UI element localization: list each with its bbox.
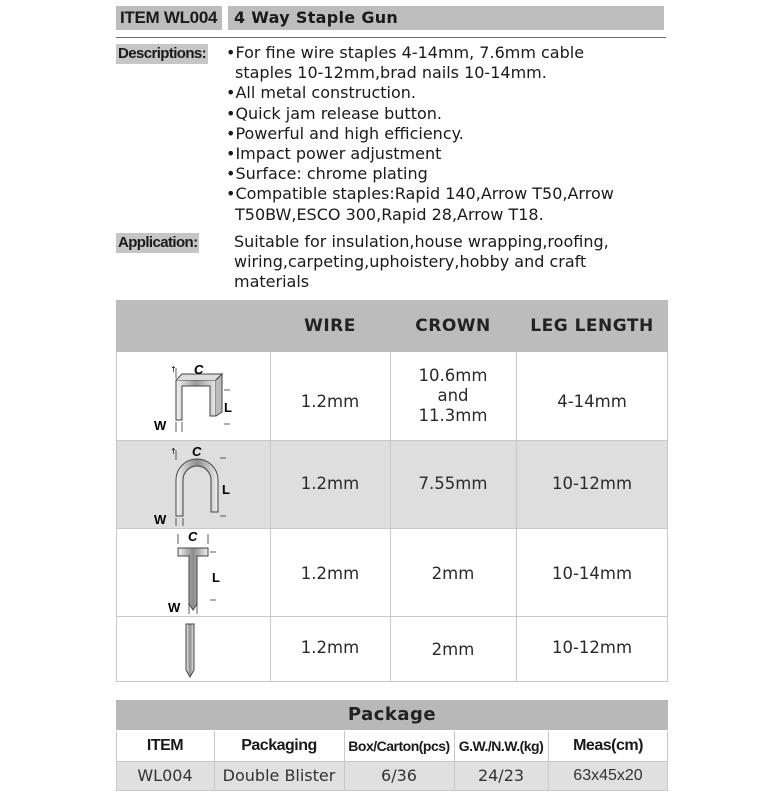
brad-nail-icon	[150, 530, 250, 616]
product-title: 4 Way Staple Gun	[228, 6, 664, 30]
title-divider	[116, 37, 666, 38]
description-line: •Powerful and high efficiency.	[226, 123, 464, 143]
package-header-weight: G.W./N.W.(kg)	[458, 738, 544, 754]
dim-label-w: W	[168, 600, 181, 615]
wire-value: 1.2mm	[300, 392, 360, 411]
leg-value: 10-12mm	[551, 474, 633, 493]
dim-label-l: L	[222, 482, 230, 497]
descriptions-label: Descriptions:	[118, 45, 207, 62]
dim-label-c: C	[192, 444, 202, 459]
round-crown-staple-icon	[150, 444, 250, 528]
description-line: T50BW,ESCO 300,Rapid 28,Arrow T18.	[235, 204, 544, 224]
package-item: WL004	[137, 766, 193, 785]
dim-label-c: C	[194, 362, 204, 377]
wire-value: 1.2mm	[300, 564, 360, 583]
description-line: staples 10-12mm,brad nails 10-14mm.	[235, 63, 547, 83]
description-line: •Quick jam release button.	[226, 103, 442, 123]
crown-value: 2mm	[431, 640, 475, 659]
crown-value: 7.55mm	[418, 474, 488, 493]
svg-text:↑: ↑	[170, 365, 177, 374]
package-header-item: ITEM	[146, 737, 184, 754]
headless-pin-icon	[170, 620, 210, 680]
descriptions-list	[226, 43, 676, 225]
crown-value: 2mm	[431, 564, 475, 583]
header-crown: CROWN	[415, 316, 491, 336]
dim-label-l: L	[212, 570, 220, 585]
description-line: •Compatible staples:Rapid 140,Arrow T50,Arrow	[226, 184, 614, 204]
leg-value: 4-14mm	[557, 392, 627, 411]
package-title: Package	[116, 700, 668, 730]
package-meas: 63x45x20	[573, 767, 643, 784]
package-header-packaging: Packaging	[241, 737, 317, 754]
package-weight: 24/23	[477, 766, 525, 785]
dim-label-w: W	[154, 418, 167, 433]
svg-text:↑: ↑	[170, 447, 177, 456]
dim-label-w: W	[154, 512, 167, 527]
application-line: Suitable for insulation,house wrapping,roofing,	[234, 232, 609, 251]
flat-crown-staple-icon	[150, 362, 250, 434]
description-line: •Impact power adjustment	[226, 144, 442, 164]
application-label: Application:	[118, 234, 198, 251]
application-text	[234, 232, 684, 293]
leg-value: 10-12mm	[551, 638, 633, 657]
package-box-carton: 6/36	[381, 766, 417, 785]
header-wire: WIRE	[304, 316, 356, 336]
leg-value: 10-14mm	[551, 564, 633, 583]
description-line: •For fine wire staples 4-14mm, 7.6mm cable	[226, 43, 585, 62]
header-leg-length: LEG LENGTH	[530, 316, 654, 336]
application-line: materials	[234, 272, 310, 292]
crown-value: 10.6mm and 11.3mm	[418, 366, 488, 425]
package-header-meas: Meas(cm)	[573, 737, 643, 754]
description-line: •Surface: chrome plating	[226, 164, 428, 184]
application-line: wiring,carpeting,uphoistery,hobby and craft	[234, 252, 587, 272]
package-packaging: Double Blister	[222, 766, 336, 785]
dim-label-c: C	[188, 530, 198, 544]
wire-value: 1.2mm	[300, 474, 360, 493]
wire-value: 1.2mm	[300, 638, 360, 657]
package-header-box-carton: Box/Carton(pcs)	[348, 738, 450, 754]
description-line: •All metal construction.	[226, 83, 416, 103]
item-code: ITEM WL004	[116, 6, 222, 30]
dim-label-l: L	[224, 400, 232, 415]
